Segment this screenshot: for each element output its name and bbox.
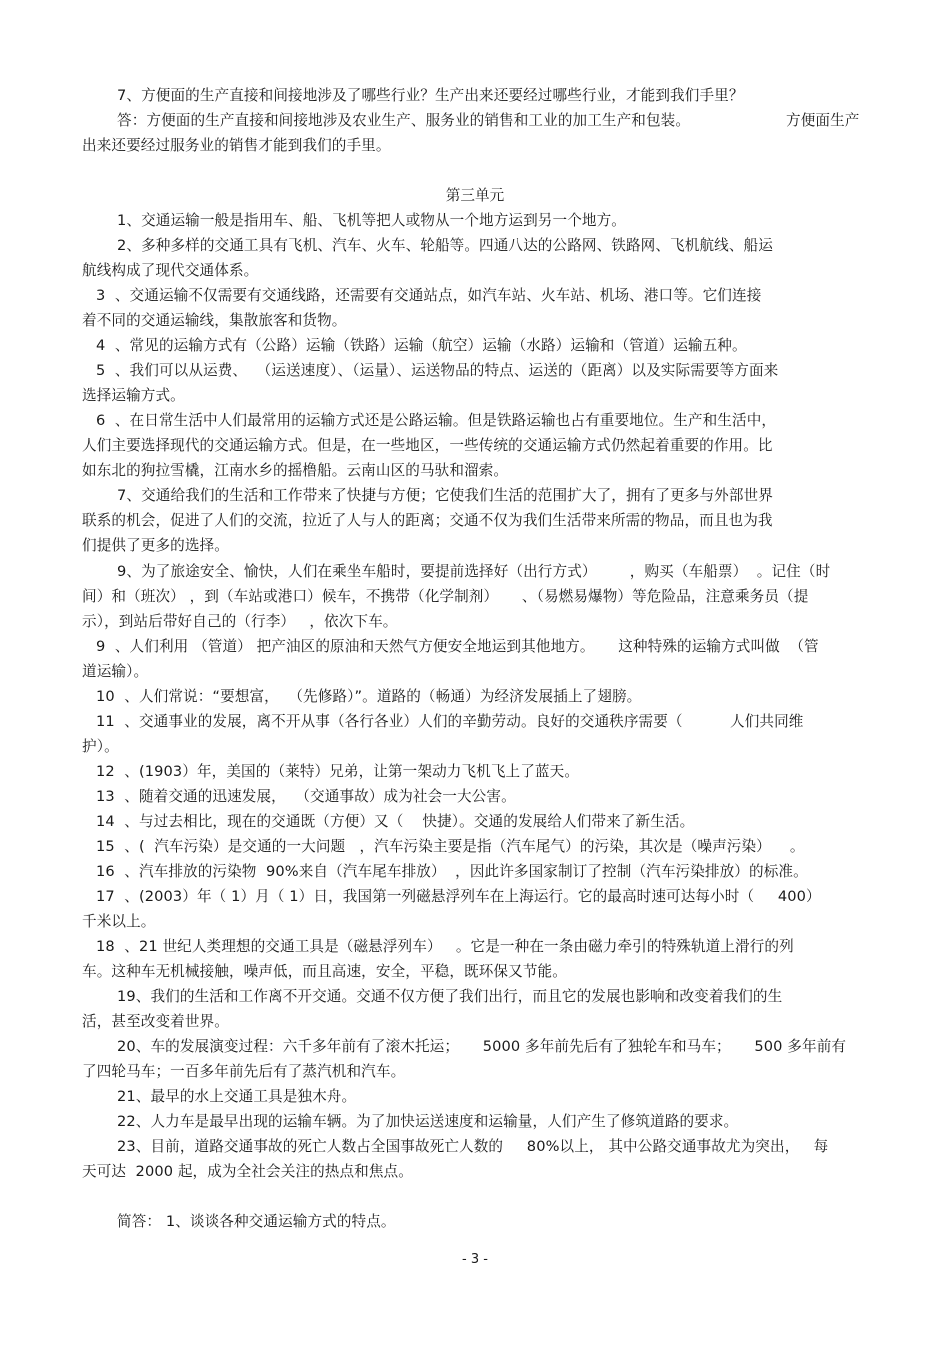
item-line: 9、为了旅途安全、愉快，人们在乘坐车船时，要提前选择好（出行方式） ，购买（车船票） 。记住（时 [117,563,831,580]
item-line: 们提供了更多的选择。 [82,537,229,554]
item-line: 7、交通给我们的生活和工作带来了快捷与方便；它使我们生活的范围扩大了，拥有了更多与外部世界 [117,487,773,504]
item-line: 9 、人们利用 （管道） 把产油区的原油和天然气方便安全地运到其他地方。 这种特殊的运输方式叫做 （管 [96,638,819,655]
item-line: 天可达 2000 起，成为全社会关注的热点和焦点。 [82,1163,413,1180]
item-line: 23、目前，道路交通事故的死亡人数占全国事故死亡人数的 80%以上， 其中公路交通事故尤为突出， 每 [117,1138,829,1155]
item-line: 22、人力车是最早出现的运输车辆。为了加快运送速度和运输量，人们产生了修筑道路的要求。 [117,1113,739,1130]
item-line: 人们主要选择现代的交通运输方式。但是，在一些地区，一些传统的交通运输方式仍然起着重要的作用。比 [82,437,773,454]
q7-answer-line1: 答：方便面的生产直接和间接地涉及农业生产、服务业的销售和工业的加工生产和包装。 [117,112,691,129]
item-line: 道运输）。 [82,663,149,680]
item-line: 4 、常见的运输方式有（公路）运输（铁路）运输（航空）运输（水路）运输和（管道）运输五种。 [96,337,747,354]
q7-question: 7、方便面的生产直接和间接地涉及了哪些行业？生产出来还要经过哪些行业，才能到我们手里？ [117,87,744,104]
q7-answer-line2: 出来还要经过服务业的销售才能到我们的手里。 [82,137,391,154]
item-line: 15 、( 汽车污染）是交通的一大问题 ，汽车污染主要是指（汽车尾气）的污染，其次是（噪声污染） 。 [96,838,805,855]
unit-title: 第三单元 [445,187,505,204]
item-line: 18 、21 世纪人类理想的交通工具是（磁悬浮列车） 。它是一种在一条由磁力牵引的特殊轨道上滑行的列 [96,938,794,955]
item-line: 3 、交通运输不仅需要有交通线路，还需要有交通站点，如汽车站、火车站、机场、港口等。它们连接 [96,287,762,304]
item-line: 17 、(2003）年（ 1）月（ 1）日，我国第一列磁悬浮列车在上海运行。它的最高时速可达每小时（ 400） [96,888,821,905]
item-line: 5 、我们可以从运费、 （运送速度）、（运量）、运送物品的特点、运送的（距离）以及实际需要等方面来 [96,362,779,379]
item-line: 航线构成了现代交通体系。 [82,262,259,279]
item-line: 了四轮马车；一百多年前先后有了蒸汽机和汽车。 [82,1063,406,1080]
item-line: 护）。 [82,738,119,755]
item-line: 活，甚至改变着世界。 [82,1013,229,1030]
item-line: 16 、汽车排放的污染物 90%来自（汽车尾车排放） ，因此许多国家制订了控制（汽车污染排放）的标准。 [96,863,808,880]
item-line: 10 、人们常说：“要想富， （先修路）”。道路的（畅通）为经济发展插上了翅膀。 [96,688,642,705]
item-line: 示），到站后带好自己的（行李） ，依次下车。 [82,613,398,630]
item-line: 间）和（班次） ，到（车站或港口）候车，不携带（化学制剂） 、（易燃易爆物）等危险品，注意乘务员（提 [82,588,809,605]
item-line: 1、交通运输一般是指用车、船、飞机等把人或物从一个地方运到另一个地方。 [117,212,626,229]
item-line: 20、车的发展演变过程：六千多年前有了滚木托运； 5000 多年前先后有了独轮车和马车； 500 多年前有 [117,1038,847,1055]
item-line: 14 、与过去相比，现在的交通既（方便）又（ 快捷）。交通的发展给人们带来了新生活。 [96,813,695,830]
item-line: 着不同的交通运输线，集散旅客和货物。 [82,312,347,329]
item-line: 如东北的狗拉雪橇，江南水乡的摇橹船。云南山区的马驮和溜索。 [82,462,509,479]
page-number: - 3 - [462,1252,488,1267]
item-line: 6 、在日常生活中人们最常用的运输方式还是公路运输。但是铁路运输也占有重要地位。生产和生活中， [96,412,777,429]
short-answer-prompt: 简答： 1、谈谈各种交通运输方式的特点。 [117,1213,396,1230]
item-line: 13 、随着交通的迅速发展， （交通事故）成为社会一大公害。 [96,788,516,805]
item-line: 2、多种多样的交通工具有飞机、汽车、火车、轮船等。四通八达的公路网、铁路网、飞机航线、船运 [117,237,773,254]
item-line: 12 、(1903）年，美国的（莱特）兄弟，让第一架动力飞机飞上了蓝天。 [96,763,580,780]
item-line: 联系的机会，促进了人们的交流，拉近了人与人的距离；交通不仅为我们生活带来所需的物品，而且也为我 [82,512,773,529]
q7-answer-line1-tail: 方便面生产 [786,112,860,129]
item-line: 车。这种车无机械接触，噪声低，而且高速，安全，平稳，既环保又节能。 [82,963,567,980]
item-line: 千米以上。 [82,913,156,930]
item-line: 11 、交通事业的发展，离不开从事（各行各业）人们的辛勤劳动。良好的交通秩序需要（ 人们共同维 [96,713,804,730]
item-line: 19、我们的生活和工作离不开交通。交通不仅方便了我们出行，而且它的发展也影响和改变着我们的生 [117,988,783,1005]
item-line: 21、最早的水上交通工具是独木舟。 [117,1088,357,1105]
item-line: 选择运输方式。 [82,387,185,404]
